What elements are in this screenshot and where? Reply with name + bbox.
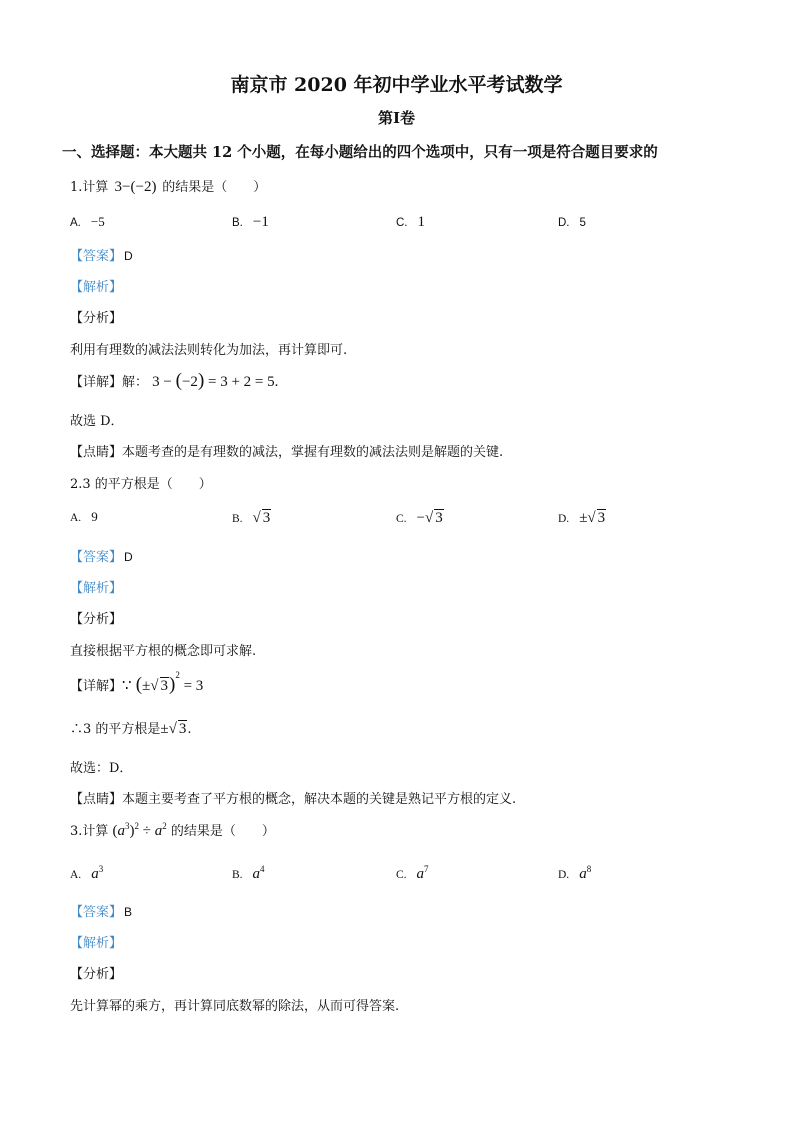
- answer-tag: 【答案】: [70, 249, 123, 264]
- base: a: [252, 866, 261, 882]
- radicand: 3: [262, 510, 271, 526]
- q3-option-b: [232, 864, 265, 883]
- q1-fenxi-tag: 【分析】: [70, 311, 123, 326]
- q2-detail-expr: [135, 670, 204, 695]
- q1-answer: [70, 245, 133, 264]
- option-letter: C.: [396, 513, 407, 525]
- q1-option-a: [70, 214, 105, 230]
- base: a: [579, 866, 587, 882]
- comment-text: 本题考查的是有理数的减法，掌握有理数的减法法则是解题的关键.: [122, 445, 504, 460]
- volume-subtitle: 第Ⅰ卷: [377, 109, 416, 127]
- q2-analysis-tag: 【解析】: [70, 581, 123, 596]
- comment-tag: 【点睛】: [70, 792, 123, 807]
- expr-right: = 3: [183, 678, 204, 694]
- q2-detail: [70, 670, 204, 696]
- expr-inner: −2: [181, 374, 198, 390]
- outer-exponent: 2: [134, 821, 140, 831]
- q1-suffix: 的结果是（ ）: [162, 180, 267, 195]
- option-letter: D.: [558, 217, 570, 229]
- answer-tag: 【答案】: [70, 550, 123, 565]
- exponent: 8: [586, 864, 592, 874]
- sqrt-expr: √ 3: [425, 510, 443, 526]
- q1-expr-a: 3: [114, 179, 123, 195]
- q2-fenxi-text: 直接根据平方根的概念即可求解.: [70, 644, 257, 659]
- exponent: 7: [424, 864, 429, 874]
- radicand: 3: [178, 721, 187, 737]
- paren-open: (: [135, 674, 143, 695]
- comment-tag: 【点睛】: [70, 445, 123, 460]
- answer-value: B: [124, 905, 133, 919]
- q1-fenxi-text: 利用有理数的减法法则转化为加法，再计算即可.: [70, 343, 348, 358]
- exponent: 2: [175, 670, 180, 680]
- question-3-stem: [70, 820, 275, 840]
- q3-fenxi-text: 先计算幂的乘方，再计算同底数幂的除法，从而可得答案.: [70, 999, 400, 1014]
- base: a: [154, 823, 163, 839]
- q1-prefix: 1.计算: [70, 180, 109, 195]
- option-letter: A.: [70, 512, 82, 524]
- q3-fenxi-tag: 【分析】: [70, 967, 123, 982]
- exponent: 4: [260, 864, 265, 874]
- radicand: 3: [160, 678, 168, 694]
- detail-prefix: 解：: [122, 375, 149, 390]
- comment-text: 本题主要考查了平方根的概念，解决本题的关键是熟记平方根的定义.: [122, 792, 517, 807]
- q1-option-d: [558, 214, 586, 229]
- q1-expr-paren: (−2): [130, 179, 157, 195]
- question-1-stem: [70, 176, 266, 196]
- q3-analysis-tag: 【解析】: [70, 936, 123, 951]
- option-value: −1: [252, 214, 269, 230]
- q3-option-c: [396, 864, 429, 883]
- q1-option-c: [396, 214, 425, 231]
- option-value: 5: [579, 217, 586, 229]
- option-letter: D.: [558, 869, 570, 881]
- page-title: 南京市 2020 年初中学业水平考试数学: [230, 74, 563, 96]
- q3-suffix: 的结果是（ ）: [170, 824, 275, 839]
- option-letter: A.: [70, 869, 82, 881]
- q2-option-c: [396, 509, 444, 527]
- q1-detail: [70, 370, 278, 392]
- q3-option-a: [70, 864, 103, 883]
- q2-option-a: [70, 509, 98, 525]
- divide-symbol: ÷: [142, 823, 152, 839]
- q1-conclusion: 故选 D．: [70, 414, 124, 429]
- q1-expr: [115, 179, 161, 195]
- q3-answer: [70, 901, 132, 920]
- answer-value: D: [124, 550, 133, 564]
- q1-detail-expr: [152, 370, 279, 391]
- option-letter: C.: [396, 869, 407, 881]
- answer-tag: 【答案】: [70, 905, 123, 920]
- radicand: 3: [597, 510, 606, 526]
- option-letter: C.: [396, 217, 408, 229]
- exponent: 2: [162, 821, 167, 831]
- option-letter: B.: [232, 869, 243, 881]
- base: a: [416, 866, 425, 882]
- q2-answer: [70, 546, 133, 565]
- paren-close: ): [169, 674, 176, 695]
- sqrt-expr: √ 3: [587, 510, 606, 526]
- q2-option-d: [558, 509, 606, 527]
- detail-tag: 【详解】: [70, 375, 123, 390]
- q1-option-b: [232, 214, 269, 231]
- sign: ±: [160, 721, 169, 737]
- q3-prefix: 3.计算: [70, 824, 109, 839]
- option-letter: B.: [232, 513, 243, 525]
- paren-close: ): [197, 370, 205, 391]
- q3-expr: $(a^3)^2 \div a^2$: [112, 821, 167, 839]
- q2-fenxi-tag: 【分析】: [70, 612, 123, 627]
- base: a: [117, 823, 126, 839]
- answer-value: D: [124, 249, 133, 263]
- because-symbol: ∵: [122, 678, 132, 694]
- q2-option-b: [232, 509, 271, 527]
- option-value: −5: [90, 214, 105, 229]
- expr-right: = 3 + 2 = 5: [208, 374, 275, 390]
- therefore-text: ∴3 的平方根是: [70, 722, 161, 737]
- section-heading: 一、选择题：本大题共 12 个小题，在每小题给出的四个选项中，只有一项是符合题目要求的: [62, 144, 658, 161]
- radicand: 3: [435, 510, 443, 526]
- sqrt-expr: √ 3: [252, 510, 271, 526]
- sign: ±: [142, 678, 151, 694]
- option-letter: B.: [232, 217, 243, 229]
- base: a: [91, 866, 99, 882]
- expr-end: .: [274, 374, 279, 390]
- q3-option-d: [558, 864, 591, 883]
- sign: −: [416, 510, 426, 526]
- q2-therefore: [70, 718, 192, 738]
- inner-exponent: 3: [125, 821, 130, 831]
- q1-analysis-tag: 【解析】: [70, 280, 123, 295]
- q1-expr-op: −: [122, 179, 131, 195]
- sqrt-expr: √ 3: [150, 678, 168, 694]
- question-2-stem: 2.3 的平方根是（ ）: [70, 477, 212, 492]
- detail-tag: 【详解】: [70, 679, 123, 694]
- option-letter: A.: [70, 217, 81, 229]
- q2-conclusion: 故选：D．: [70, 761, 133, 776]
- paren-open: (: [175, 370, 182, 391]
- option-value: 9: [91, 509, 98, 524]
- option-letter: D.: [558, 513, 570, 525]
- exponent: 3: [98, 864, 104, 874]
- period: .: [187, 722, 192, 737]
- sign: ±: [579, 510, 588, 526]
- option-value: 1: [417, 214, 425, 230]
- sqrt-expr: √ 3: [168, 721, 187, 737]
- q1-comment: [70, 441, 503, 460]
- q2-comment: [70, 788, 516, 807]
- expr-left: 3 −: [152, 374, 172, 390]
